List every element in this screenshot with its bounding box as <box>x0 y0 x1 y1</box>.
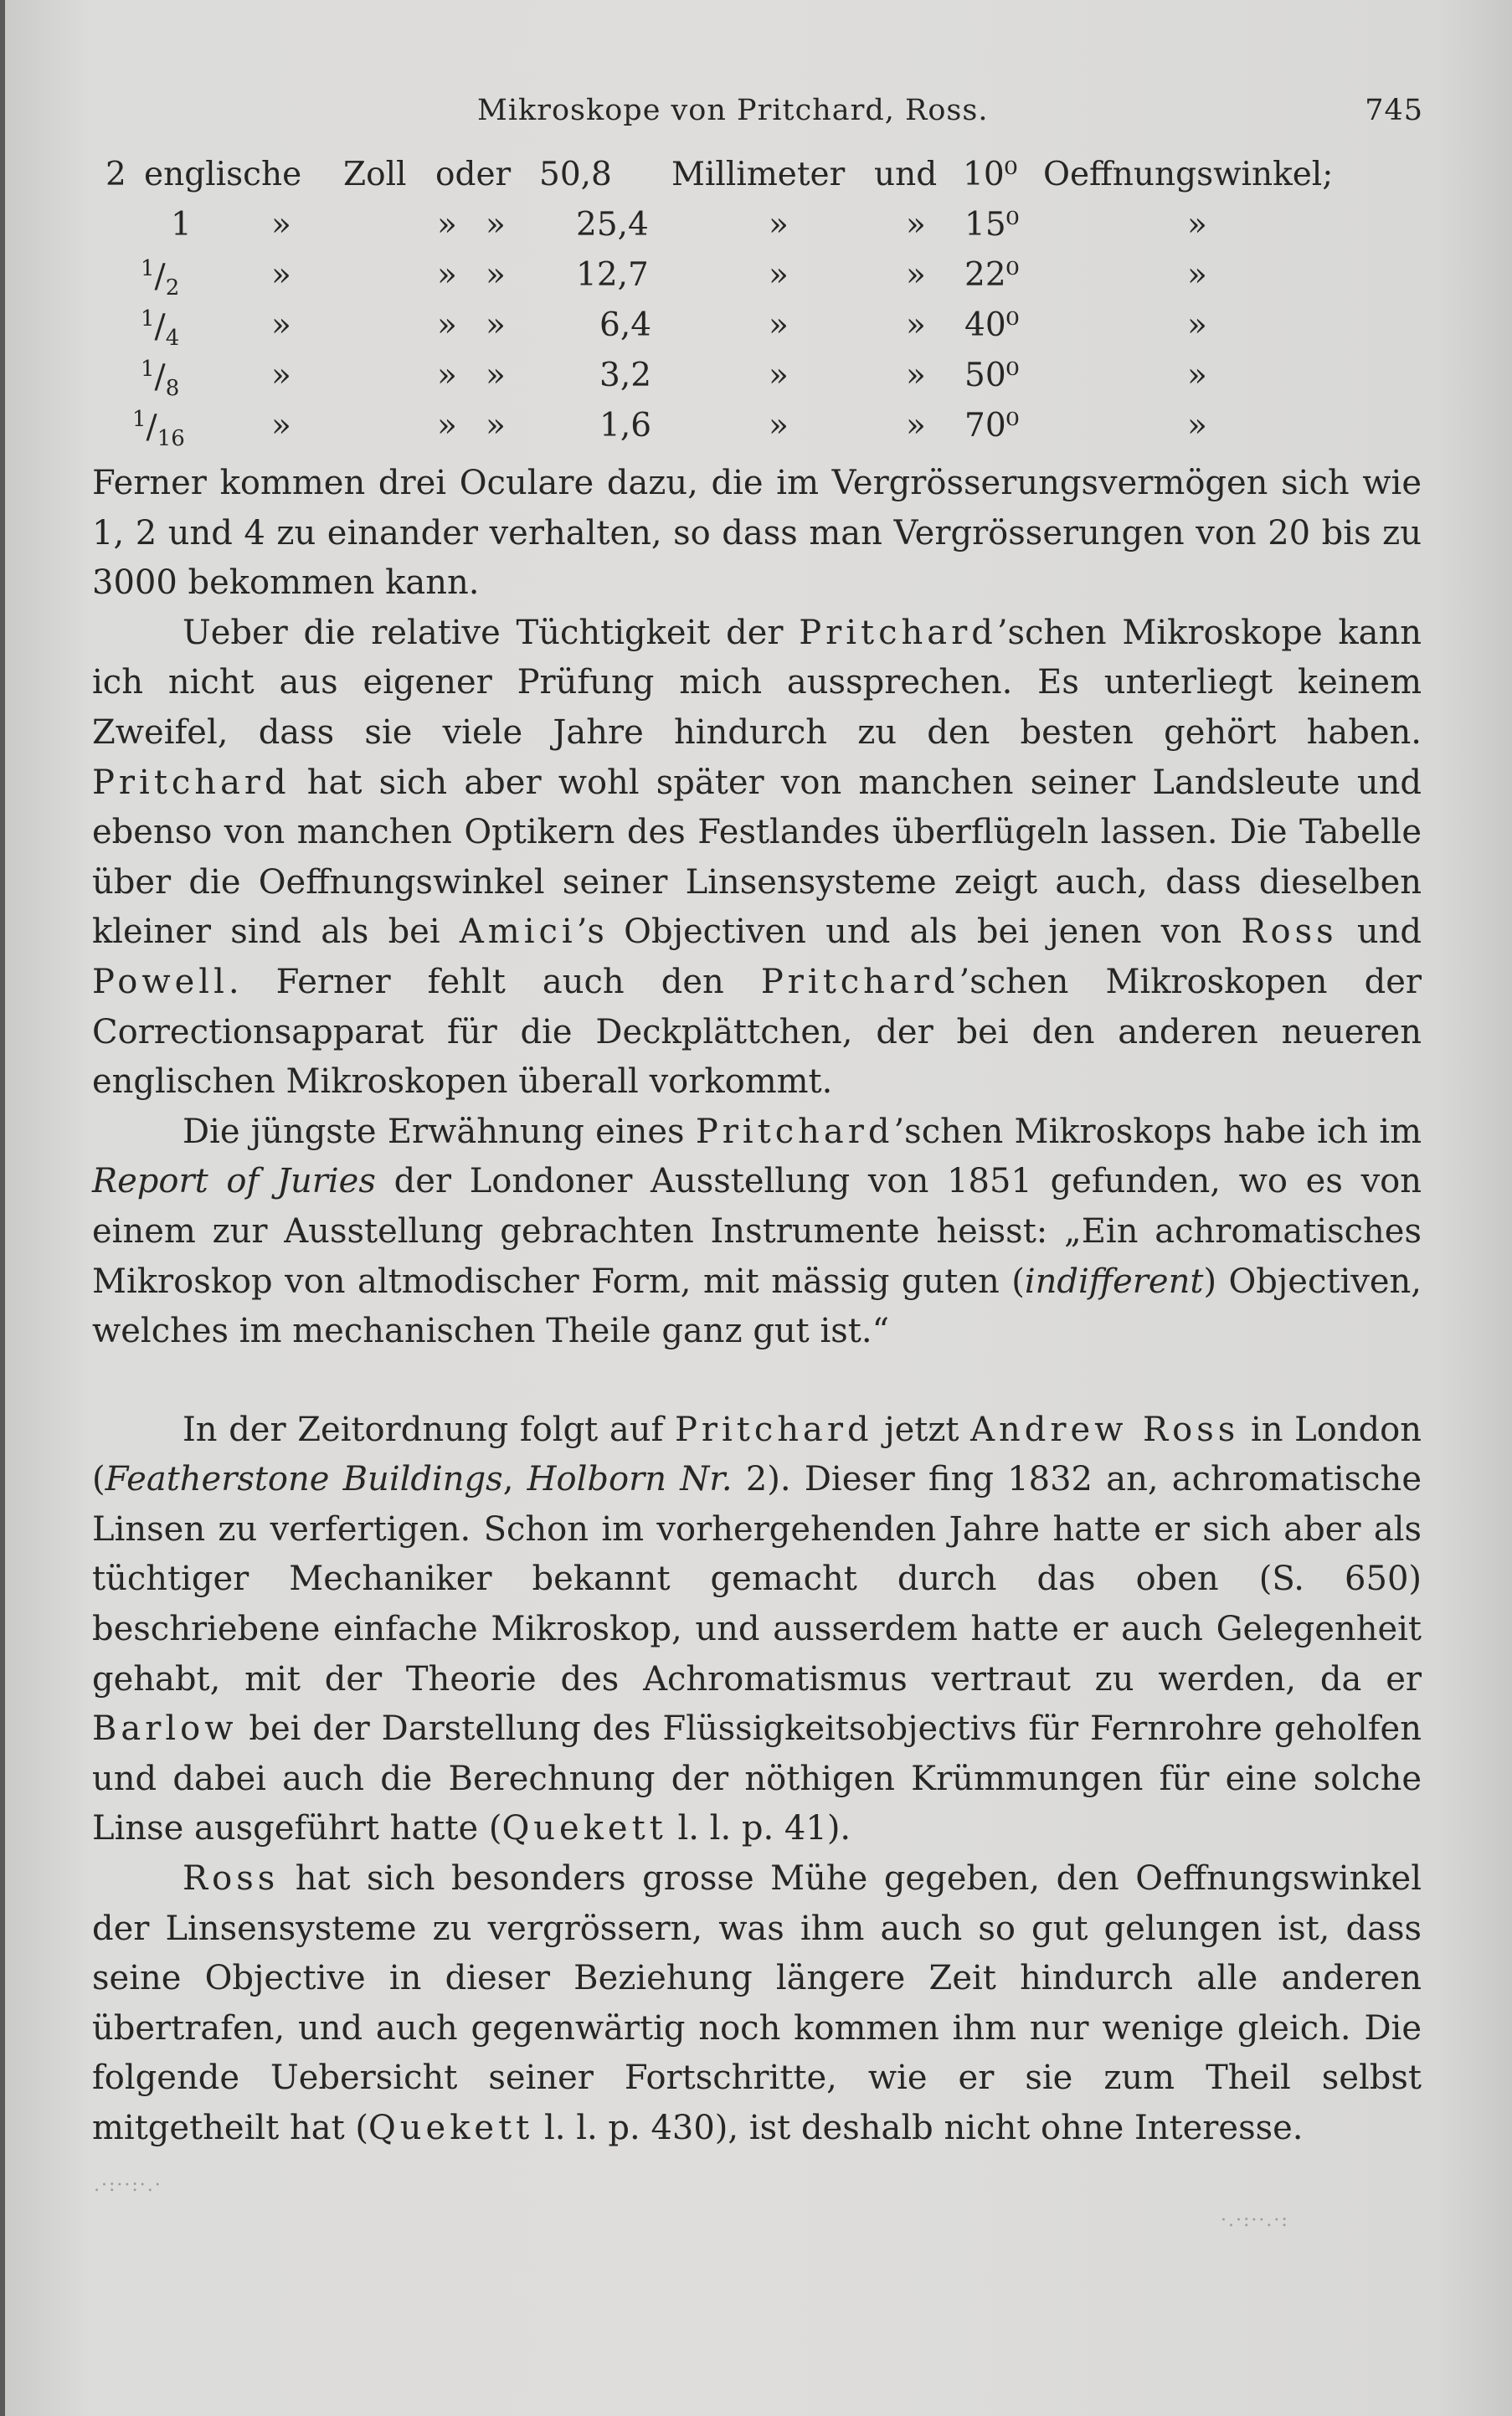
lens-size-fraction: $^1/_8$ <box>141 357 180 401</box>
aperture-angle: 70⁰ <box>964 407 1020 445</box>
aperture-row <box>90 357 1430 407</box>
aperture-row <box>90 306 1430 357</box>
table-cell: oder <box>435 156 512 193</box>
millimeter-value: 6,4 <box>599 306 652 344</box>
paragraph-ross-aperture: Ross hat sich besonders grosse Mühe gegeben, den Oeffnungswinkel der Linsensysteme zu vergrössern, was ihm auch so gut gelungen ist, dass seine Objective in dieser Beziehung längere Zeit hindurch alle anderen übertrafen, und auch gegenwärtig noch kommen ihm nur wenige gleich. Die folgende Uebersicht seiner Fortschritte, wie er sie zum Theil selbst mitgetheilt hat (Quekett l. l. p. 430), ist deshalb nicht ohne Interesse. <box>92 1859 1422 2147</box>
ditto-mark: » <box>1187 206 1207 244</box>
lens-size: 1 <box>171 206 192 244</box>
table-cell: englische <box>144 156 302 193</box>
millimeter-value: 12,7 <box>576 256 649 294</box>
ditto-mark: » <box>906 306 926 344</box>
person-name: Quekett <box>501 1809 667 1848</box>
ditto-mark: » <box>271 357 291 394</box>
ditto-mark: » <box>1187 407 1207 445</box>
ditto-mark: » <box>437 206 457 244</box>
ditto-mark: » <box>271 407 291 445</box>
ditto-mark: » <box>906 357 926 394</box>
aperture-angle: 15⁰ <box>964 206 1020 244</box>
ditto-mark: » <box>486 206 506 244</box>
person-name: Pritchard <box>695 1112 894 1151</box>
table-cell: Zoll <box>343 156 407 193</box>
ditto-mark: » <box>486 306 506 344</box>
ditto-mark: » <box>486 357 506 394</box>
lens-size-fraction: $^1/_2$ <box>141 256 180 301</box>
paragraph-andrew-ross: In der Zeitordnung folgt auf Pritchard jetzt Andrew Ross in London (Featherstone Buildings, Holborn Nr. 2). Dieser fing 1832 an, achromatische Linsen zu verfertigen. Schon im vorhergehenden Jahre hatte er sich aber als tüchtiger Mechaniker bekannt gemacht durch das oben (S. 650) beschriebene einfache Mikroskop, und ausserdem hatte er auch Gelegenheit gehabt, mit der Theorie des Achromatismus vertraut zu werden, da er Barlow bei der Darstellung des Flüssigkeitsobjectivs für Fernrohre geholfen und dabei auch die Berechnung der nöthigen Krümmungen für eine solche Linse ausgeführt hatte (Quekett l. l. p. 41). <box>92 1410 1422 1848</box>
aperture-angle: 22⁰ <box>964 256 1020 294</box>
ditto-mark: » <box>769 206 789 244</box>
table-cell: 50,8 <box>539 156 612 193</box>
lens-size-fraction: $^1/_4$ <box>141 306 180 351</box>
page-smudge: .·:··:·.· <box>94 2175 162 2196</box>
ditto-mark: » <box>486 407 506 445</box>
person-name: Barlow <box>92 1709 238 1749</box>
table-cell: Millimeter <box>671 156 846 193</box>
aperture-row <box>90 206 1430 256</box>
ditto-mark: » <box>769 357 789 394</box>
person-name: Ross <box>183 1859 280 1899</box>
italic-address: Featherstone Buildings <box>105 1460 503 1499</box>
italic-term: indifferent <box>1024 1262 1204 1301</box>
person-name: Andrew Ross <box>970 1410 1240 1449</box>
ditto-mark: » <box>271 256 291 294</box>
ditto-mark: » <box>271 306 291 344</box>
running-header <box>92 94 1423 136</box>
table-cell: 10⁰ <box>963 156 1018 193</box>
ditto-mark: » <box>769 306 789 344</box>
ditto-mark: » <box>271 206 291 244</box>
millimeter-value: 3,2 <box>599 357 652 394</box>
aperture-row <box>90 407 1430 457</box>
person-name: Pritchard <box>760 962 959 1001</box>
ditto-mark: » <box>437 357 457 394</box>
ditto-mark: » <box>906 256 926 294</box>
ditto-mark: » <box>437 407 457 445</box>
lens-size-fraction: $^1/_{16}$ <box>132 407 185 451</box>
ditto-mark: » <box>486 256 506 294</box>
table-cell: 2 <box>105 156 126 193</box>
ditto-mark: » <box>769 256 789 294</box>
millimeter-value: 25,4 <box>576 206 649 244</box>
paragraph-report-of-juries: Die jüngste Erwähnung eines Pritchard’schen Mikroskops habe ich im Report of Juries der Londoner Ausstellung von 1851 gefunden, wo es von einem zur Ausstellung gebrachten Instrumente heisst: „Ein achromatisches Mikroskop von altmodischer Form, mit mässig guten (indifferent) Objectiven, welches im mechanischen Theile ganz gut ist.“ <box>92 1112 1422 1351</box>
ditto-mark: » <box>437 256 457 294</box>
person-name: Quekett <box>368 2109 534 2147</box>
person-name: Pritchard <box>674 1410 873 1449</box>
aperture-angle: 50⁰ <box>964 357 1020 394</box>
person-name: Powell <box>92 962 229 1001</box>
person-name: Pritchard <box>92 763 291 802</box>
person-name: Pritchard <box>799 613 997 652</box>
running-title: Mikroskope von Pritchard, Ross. <box>477 94 989 127</box>
paragraph-pritchard-quality: Ueber die relative Tüchtigkeit der Pritchard’schen Mikroskope kann ich nicht aus eigener Prüfung mich aussprechen. Es unterliegt keinem Zweifel, dass sie viele Jahre hindurch zu den besten gehört haben. Pritchard hat sich aber wohl später von manchen seiner Landsleute und ebenso von manchen Optikern des Festlandes überflügeln lassen. Die Tabelle über die Oeffnungswinkel seiner Linsensysteme zeigt auch, dass dieselben kleiner sind als bei Amici’s Objectiven und als bei jenen von Ross und Powell. Ferner fehlt auch den Pritchard’schen Mikroskopen der Correctionsapparat für die Deckplättchen, der bei den anderen neueren englischen Mikroskopen überall vorkommt. <box>92 613 1422 1102</box>
table-cell: Oeffnungswinkel; <box>1043 156 1334 193</box>
aperture-row <box>90 256 1430 306</box>
aperture-table <box>90 156 1430 457</box>
ditto-mark: » <box>437 306 457 344</box>
person-name: Amici <box>459 912 577 952</box>
aperture-angle: 40⁰ <box>964 306 1020 344</box>
paragraph-oculars: Ferner kommen drei Oculare dazu, die im Vergrösserungsvermögen sich wie 1, 2 und 4 zu einander verhalten, so dass man Vergrösserungen von 20 bis zu 3000 bekommen kann. <box>92 464 1422 603</box>
page-number: 745 <box>1365 94 1423 127</box>
body-text <box>92 459 1422 2154</box>
ditto-mark: » <box>1187 357 1207 394</box>
person-name: Ross <box>1241 912 1338 952</box>
ditto-mark: » <box>906 407 926 445</box>
ditto-mark: » <box>1187 306 1207 344</box>
section-gap <box>92 1357 1422 1406</box>
ditto-mark: » <box>1187 256 1207 294</box>
page-binding-edge <box>0 0 5 2416</box>
aperture-header-row <box>90 156 1430 206</box>
italic-title: Report of Juries <box>92 1162 376 1201</box>
millimeter-value: 1,6 <box>599 407 652 445</box>
page-smudge: ·.·:··.·: <box>1221 2210 1289 2231</box>
ditto-mark: » <box>906 206 926 244</box>
italic-address: Holborn Nr. <box>527 1460 733 1499</box>
table-cell: und <box>874 156 938 193</box>
ditto-mark: » <box>769 407 789 445</box>
